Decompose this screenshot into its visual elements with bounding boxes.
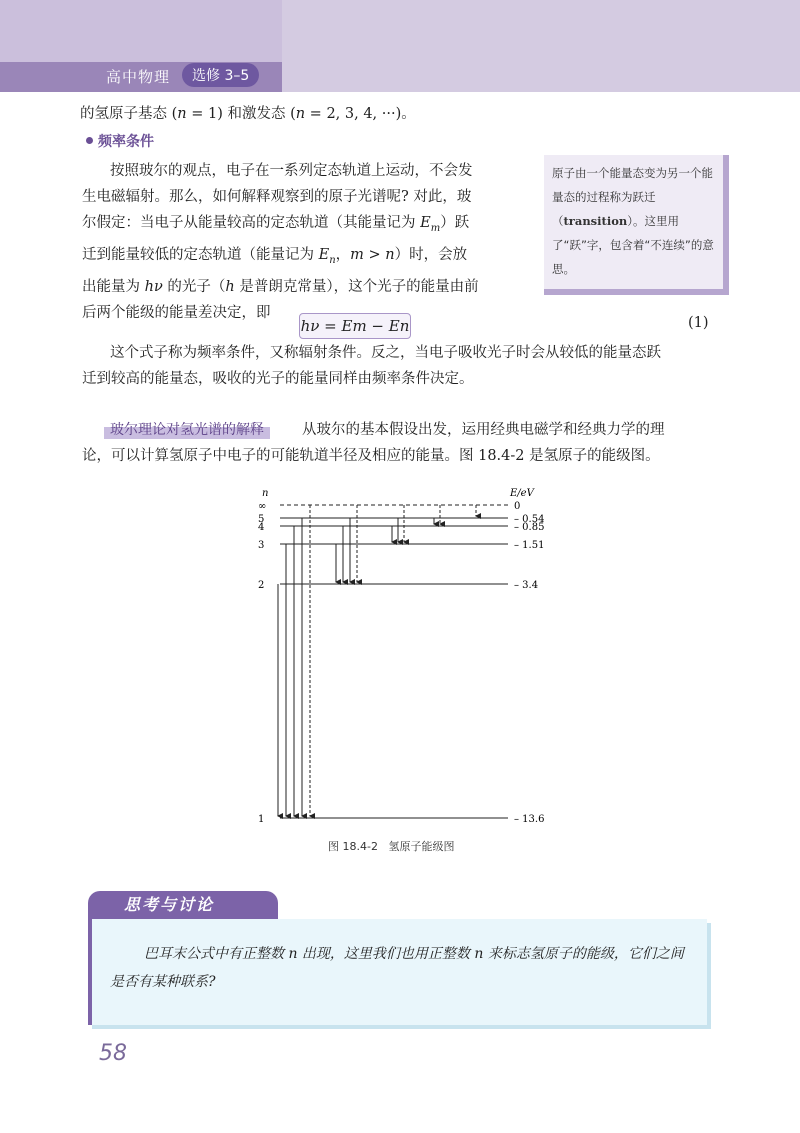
- level-n-label: 2: [258, 580, 265, 591]
- level-n-label: 4: [258, 522, 265, 533]
- level-energy-label: – 1.51: [514, 540, 545, 551]
- para-line: 按照玻尔的观点，电子在一系列定态轨道上运动，不会发: [110, 163, 473, 179]
- level-n-label: 3: [258, 540, 265, 551]
- formula-number: (1): [688, 315, 709, 331]
- bullet-icon: [86, 137, 93, 144]
- theory-heading: 玻尔理论对氢光谱的解释: [104, 419, 270, 439]
- figure-caption: 图 18.4-2 氢原子能级图: [328, 840, 455, 853]
- para-line: 后两个能级的能量差决定，即: [82, 304, 271, 321]
- para-line: 生电磁辐射。那么，如何解释观察到的原子光谱呢? 对此，玻: [82, 189, 472, 205]
- discussion-title: 思考与讨论: [88, 891, 278, 919]
- level-energy-label: – 0.85: [514, 522, 545, 533]
- n-axis-label: n: [262, 488, 269, 499]
- energy-axis-label: E/eV: [510, 488, 534, 499]
- frequency-paragraph: [82, 158, 524, 326]
- para-line: 从玻尔的基本假设出发，运用经典电磁学和经典力学的理: [302, 422, 665, 438]
- level-n-label: 1: [258, 814, 265, 825]
- level-n-label: 5: [258, 514, 265, 525]
- para-line: 迁到能量较低的定态轨道（能量记为 $E_n$，m > n）时，会放: [82, 246, 468, 266]
- header-background: [282, 0, 800, 92]
- after-paragraph: [82, 340, 732, 392]
- level-n-label: ∞: [258, 501, 267, 512]
- level-energy-label: – 3.4: [514, 580, 539, 591]
- para-line: 迁到较高的能量态，吸收的光子的能量同样由频率条件决定。: [82, 371, 474, 387]
- formula-box: hν = Em − En: [299, 313, 411, 339]
- book-title: 高中物理: [106, 68, 171, 86]
- energy-level-diagram: [240, 484, 560, 834]
- para-line: 论，可以计算氢原子中电子的可能轨道半径及相应的能量。图 18.4-2 是氢原子的能级图。: [82, 448, 660, 464]
- level-energy-label: – 13.6: [514, 814, 545, 825]
- book-subtitle: 选修 3–5: [182, 63, 259, 87]
- level-energy-label: 0: [514, 501, 521, 512]
- discussion-text: 巴耳末公式中有正整数 n 出现，这里我们也用正整数 n 来标志氢原子的能级，它们之间是否有某种联系?: [110, 946, 684, 990]
- page-number: 58: [99, 1041, 127, 1066]
- level-energy-label: – 0.54: [514, 514, 545, 525]
- section-heading: 频率条件: [98, 134, 154, 150]
- para-line: 出能量为 hν 的光子（h 是普朗克常量），这个光子的能量由前: [82, 278, 479, 295]
- para-line: 这个式子称为频率条件，又称辐射条件。反之，当电子吸收光子时会从较低的能量态跃: [110, 345, 661, 361]
- side-note: 原子由一个能量态变为另一个能量态的过程称为跃迁（transition）。这里用了“跃”字，包含着“不连续”的意思。: [544, 155, 729, 295]
- intro-line: 的氢原子基态 (n = 1) 和激发态 (n = 2, 3, 4, ···)。: [80, 106, 416, 122]
- para-line: 尔假定：当电子从能量较高的定态轨道（其能量记为 $E_m$）跃: [82, 215, 470, 234]
